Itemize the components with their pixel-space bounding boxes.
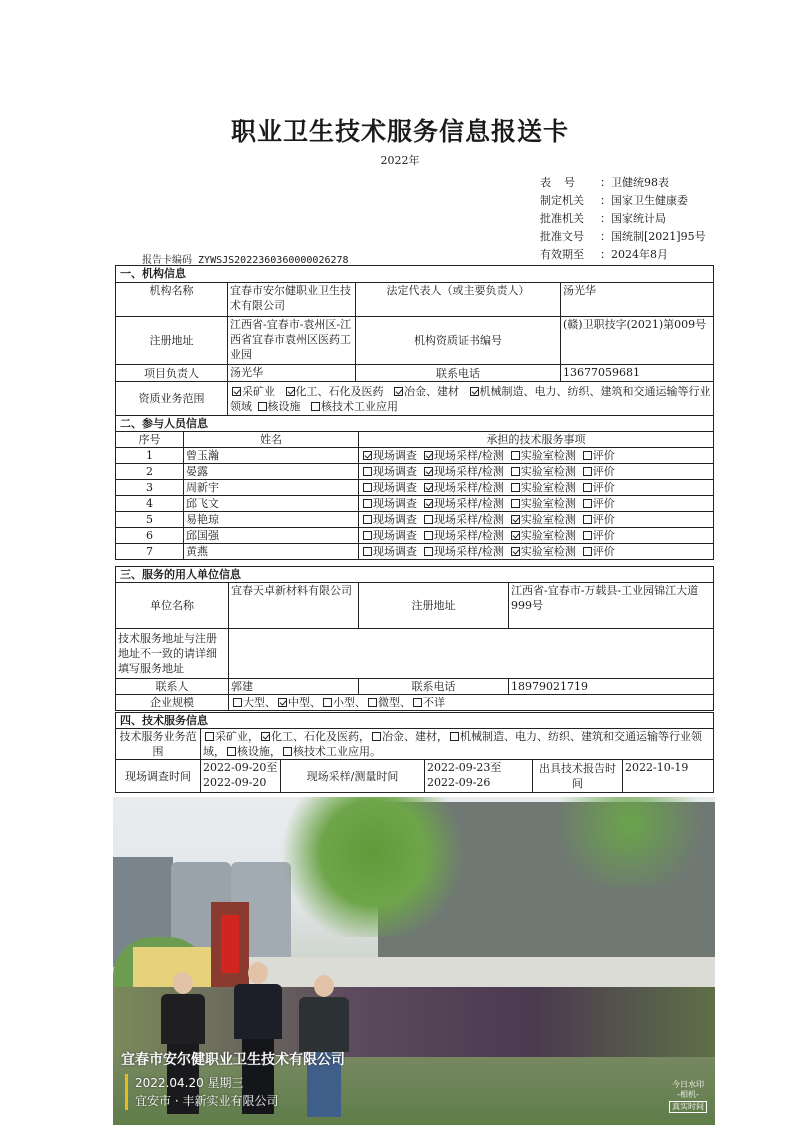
scope-options: 采矿业， 化工、石化及医药， 冶金、建材， 机械制造、电力、纺织、建筑和交通运输等行业领域， 核设施， 核技术工业应用。 [201, 729, 714, 760]
checkbox-service[interactable] [424, 451, 433, 460]
checkbox-service[interactable] [363, 483, 372, 492]
checkbox-service[interactable] [363, 499, 372, 508]
report-code: 报告卡编码 ZYWSJS2022360360000026278 [142, 255, 349, 266]
reg-address-label: 注册地址 [359, 583, 509, 629]
survey-time-label: 现场调查时间 [116, 760, 201, 793]
table-row [116, 480, 714, 496]
contact-label: 联系人 [116, 679, 229, 695]
cert-no-label: 机构资质证书编号 [356, 317, 561, 365]
table-row [116, 496, 714, 512]
checkbox-small[interactable] [323, 698, 332, 707]
row-services: 现场调查 现场采样/检测 实验室检测 评价 [359, 480, 714, 496]
watermark-info [135, 1074, 278, 1110]
survey-time: 2022-09-20至2022-09-20 [201, 760, 281, 793]
checkbox-service[interactable] [583, 499, 592, 508]
meta-form-number: 表号 ：卫健统98表 [540, 176, 669, 189]
scope-options: 采矿业 化工、石化及医药 冶金、建材 机械制造、电力、纺织、建筑和交通运输等行业领域 核设施 核技术工业应用 [228, 382, 714, 416]
checkbox-service[interactable] [363, 531, 372, 540]
section-title: 二、参与人员信息 [116, 416, 714, 432]
row-services: 现场调查 现场采样/检测 实验室检测 评价 [359, 448, 714, 464]
report-time-label: 出具技术报告时间 [533, 760, 623, 793]
checkbox-manufacturing[interactable] [470, 387, 479, 396]
service-address [229, 629, 714, 679]
checkbox-service[interactable] [583, 547, 592, 556]
header-no: 序号 [116, 432, 184, 448]
checkbox-service[interactable] [424, 515, 433, 524]
checkbox-unknown[interactable] [413, 698, 422, 707]
section-service-info [115, 712, 714, 793]
contact: 郭建 [229, 679, 359, 695]
checkbox-service[interactable] [511, 531, 520, 540]
row-no: 4 [116, 496, 184, 512]
section-org-info [115, 265, 714, 416]
project-lead: 汤光华 [228, 365, 356, 382]
checkbox-chemical[interactable] [261, 732, 270, 741]
checkbox-mining[interactable] [205, 732, 214, 741]
site-photo [113, 797, 715, 1125]
watermark-stamp: 今日水印 -相机- 真实时间 [669, 1080, 707, 1113]
unit-name-label: 单位名称 [116, 583, 229, 629]
row-no: 7 [116, 544, 184, 560]
watermark-date: 2022.04.20 星期三 [135, 1076, 244, 1090]
meta-issuing-authority: 制定机关 ：国家卫生健康委 [540, 194, 688, 207]
row-name: 黄燕 [184, 544, 359, 560]
checkbox-service[interactable] [424, 547, 433, 556]
checkbox-nuclear-tech[interactable] [311, 402, 320, 411]
scale-label: 企业规模 [116, 695, 229, 711]
checkbox-chemical[interactable] [286, 387, 295, 396]
org-name-label: 机构名称 [116, 283, 228, 317]
scope-label: 技术服务业务范围 [116, 729, 201, 760]
table-row [116, 512, 714, 528]
section-title: 一、机构信息 [116, 266, 714, 283]
row-services: 现场调查 现场采样/检测 实验室检测 评价 [359, 528, 714, 544]
checkbox-service[interactable] [583, 531, 592, 540]
row-services: 现场调查 现场采样/检测 实验室检测 评价 [359, 544, 714, 560]
report-year: 2022年 [380, 154, 420, 167]
page-title: 职业卫生技术服务信息报送卡 [230, 117, 569, 146]
table-row [116, 464, 714, 480]
row-name: 曾玉瀚 [184, 448, 359, 464]
checkbox-metallurgy[interactable] [372, 732, 381, 741]
form-meta [540, 174, 706, 264]
org-name: 宜春市安尔健职业卫生技术有限公司 [228, 283, 356, 317]
table-row [116, 528, 714, 544]
row-no: 6 [116, 528, 184, 544]
checkbox-service[interactable] [424, 531, 433, 540]
checkbox-nuclear-facility[interactable] [227, 747, 236, 756]
table-row [116, 448, 714, 464]
row-no: 5 [116, 512, 184, 528]
unit-name: 宜春天卓新材料有限公司 [229, 583, 359, 629]
row-no: 3 [116, 480, 184, 496]
tree-right [543, 797, 715, 887]
row-name: 周新宇 [184, 480, 359, 496]
reg-address-label: 注册地址 [116, 317, 228, 365]
scope-label: 资质业务范围 [116, 382, 228, 416]
row-no: 1 [116, 448, 184, 464]
checkbox-service[interactable] [363, 451, 372, 460]
checkbox-service[interactable] [511, 451, 520, 460]
checkbox-service[interactable] [583, 451, 592, 460]
row-services: 现场调查 现场采样/检测 实验室检测 评价 [359, 464, 714, 480]
section-client-info [115, 566, 714, 711]
section-personnel [115, 415, 714, 560]
checkbox-micro[interactable] [368, 698, 377, 707]
checkbox-service[interactable] [511, 467, 520, 476]
checkbox-service[interactable] [424, 483, 433, 492]
checkbox-nuclear-tech[interactable] [283, 747, 292, 756]
legal-rep-label: 法定代表人（或主要负责人） [356, 283, 561, 317]
phone: 18979021719 [509, 679, 714, 695]
row-name: 晏露 [184, 464, 359, 480]
row-name: 易艳琼 [184, 512, 359, 528]
row-services: 现场调查 现场采样/检测 实验室检测 评价 [359, 512, 714, 528]
service-address-label: 技术服务地址与注册地址不一致的请详细填写服务地址 [116, 629, 229, 679]
watermark-company: 宜春市安尔健职业卫生技术有限公司 [121, 1052, 345, 1068]
phone-label: 联系电话 [359, 679, 509, 695]
phone: 13677059681 [561, 365, 714, 382]
reg-address: 江西省-宜春市-袁州区-江西省宜春市袁州区医药工业园 [228, 317, 356, 365]
checkbox-large[interactable] [233, 698, 242, 707]
checkbox-medium[interactable] [278, 698, 287, 707]
header-services: 承担的技术服务事项 [359, 432, 714, 448]
checkbox-service[interactable] [424, 499, 433, 508]
row-services: 现场调查 现场采样/检测 实验室检测 评价 [359, 496, 714, 512]
table-row [116, 544, 714, 560]
phone-label: 联系电话 [356, 365, 561, 382]
project-lead-label: 项目负责人 [116, 365, 228, 382]
meta-valid-until: 有效期至 ：2024年8月 [540, 248, 668, 261]
checkbox-nuclear-facility[interactable] [258, 402, 267, 411]
row-name: 邱国强 [184, 528, 359, 544]
section-title: 三、服务的用人单位信息 [116, 567, 714, 583]
checkbox-service[interactable] [511, 515, 520, 524]
section-title: 四、技术服务信息 [116, 713, 714, 729]
checkbox-service[interactable] [583, 515, 592, 524]
meta-approval-number: 批准文号 ：国统制[2021]95号 [540, 230, 706, 243]
watermark-location: 宜安市 · 丰新实业有限公司 [135, 1094, 279, 1108]
checkbox-mining[interactable] [232, 387, 241, 396]
reg-address: 江西省-宜春市-万载县-工业园锦江大道999号 [509, 583, 714, 629]
checkbox-service[interactable] [363, 547, 372, 556]
sampling-time-label: 现场采样/测量时间 [281, 760, 425, 793]
checkbox-service[interactable] [511, 499, 520, 508]
checkbox-metallurgy[interactable] [394, 387, 403, 396]
tree-canopy [273, 797, 473, 937]
row-name: 邱飞文 [184, 496, 359, 512]
checkbox-service[interactable] [583, 467, 592, 476]
legal-rep: 汤光华 [561, 283, 714, 317]
checkbox-service[interactable] [511, 547, 520, 556]
meta-approving-authority: 批准机关 ：国家统计局 [540, 212, 666, 225]
checkbox-service[interactable] [424, 467, 433, 476]
row-no: 2 [116, 464, 184, 480]
watermark-accent-bar [125, 1074, 128, 1110]
header-name: 姓名 [184, 432, 359, 448]
checkbox-service[interactable] [511, 483, 520, 492]
checkbox-service[interactable] [583, 483, 592, 492]
checkbox-manufacturing[interactable] [450, 732, 459, 741]
checkbox-service[interactable] [363, 515, 372, 524]
checkbox-service[interactable] [363, 467, 372, 476]
report-time: 2022-10-19 [623, 760, 714, 793]
sampling-time: 2022-09-23至2022-09-26 [425, 760, 533, 793]
scale-options: 大型、 中型、 小型、 微型、 不详 [229, 695, 714, 711]
cert-no: (赣)卫职技字(2021)第009号 [561, 317, 714, 365]
